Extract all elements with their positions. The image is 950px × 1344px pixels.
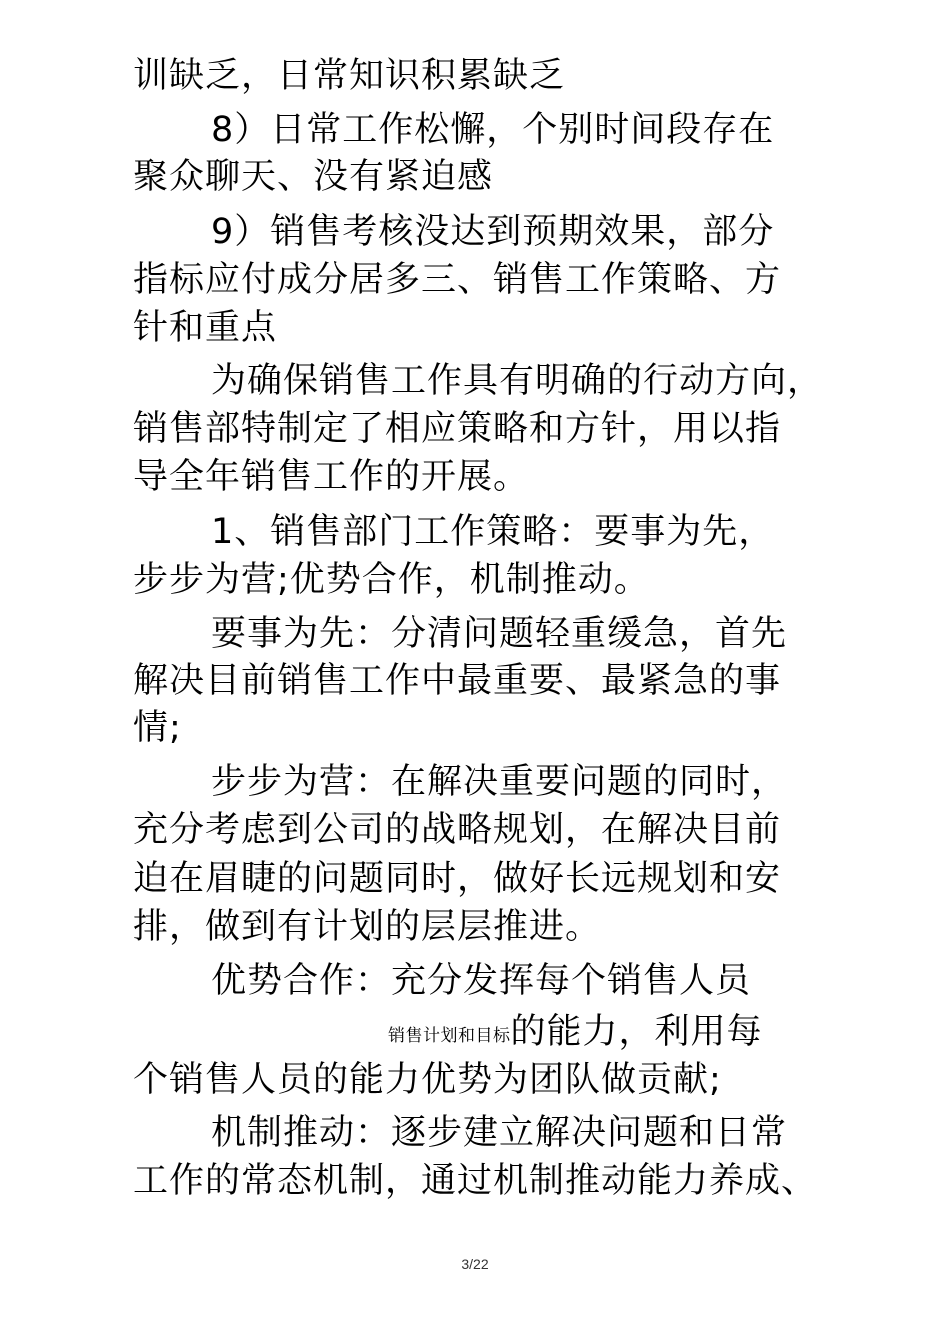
text-line: 充分考虑到公司的战略规划，在解决目前 — [133, 810, 782, 850]
text-line: 排，做到有计划的层层推进。 — [133, 907, 602, 947]
text-line: 步步为营：在解决重要问题的同时， — [211, 762, 788, 802]
text-line: 要事为先：分清问题轻重缓急，首先 — [211, 614, 788, 654]
text-line: 机制推动：逐步建立解决问题和日常 — [211, 1113, 788, 1153]
text-fragment: 的能力，利用每 — [510, 1012, 763, 1052]
text-line: 8）日常工作松懈，个别时间段存在 — [211, 110, 775, 150]
text-line: 销售部特制定了相应策略和方针，用以指 — [133, 409, 782, 449]
text-line: 解决目前销售工作中最重要、最紧急的事 — [133, 661, 782, 701]
text-line-mixed — [388, 1012, 828, 1056]
text-line: 指标应付成分居多三、销售工作策略、方 — [133, 260, 782, 300]
text-line: 训缺乏，日常知识积累缺乏 — [133, 56, 566, 96]
text-line: 步步为营;优势合作，机制推动。 — [133, 560, 650, 600]
text-line: 优势合作：充分发挥每个销售人员 — [211, 961, 752, 1001]
text-line: 聚众聊天、没有紧迫感 — [133, 157, 494, 197]
text-line: 个销售人员的能力优势为团队做贡献; — [133, 1060, 722, 1100]
text-line: 1、销售部门工作策略：要事为先， — [211, 512, 775, 552]
text-line: 导全年销售工作的开展。 — [133, 457, 530, 497]
text-line: 为确保销售工作具有明确的行动方向， — [211, 361, 824, 401]
text-line: 针和重点 — [133, 308, 278, 348]
text-line: 9）销售考核没达到预期效果，部分 — [211, 212, 775, 252]
text-line: 情; — [133, 708, 182, 748]
page-number: 3/22 — [461, 1256, 489, 1272]
inline-small-text: 销售计划和目标 — [388, 1026, 511, 1046]
text-line: 工作的常态机制，通过机制推动能力养成、 — [133, 1161, 818, 1201]
text-line: 迫在眉睫的问题同时，做好长远规划和安 — [133, 859, 782, 899]
